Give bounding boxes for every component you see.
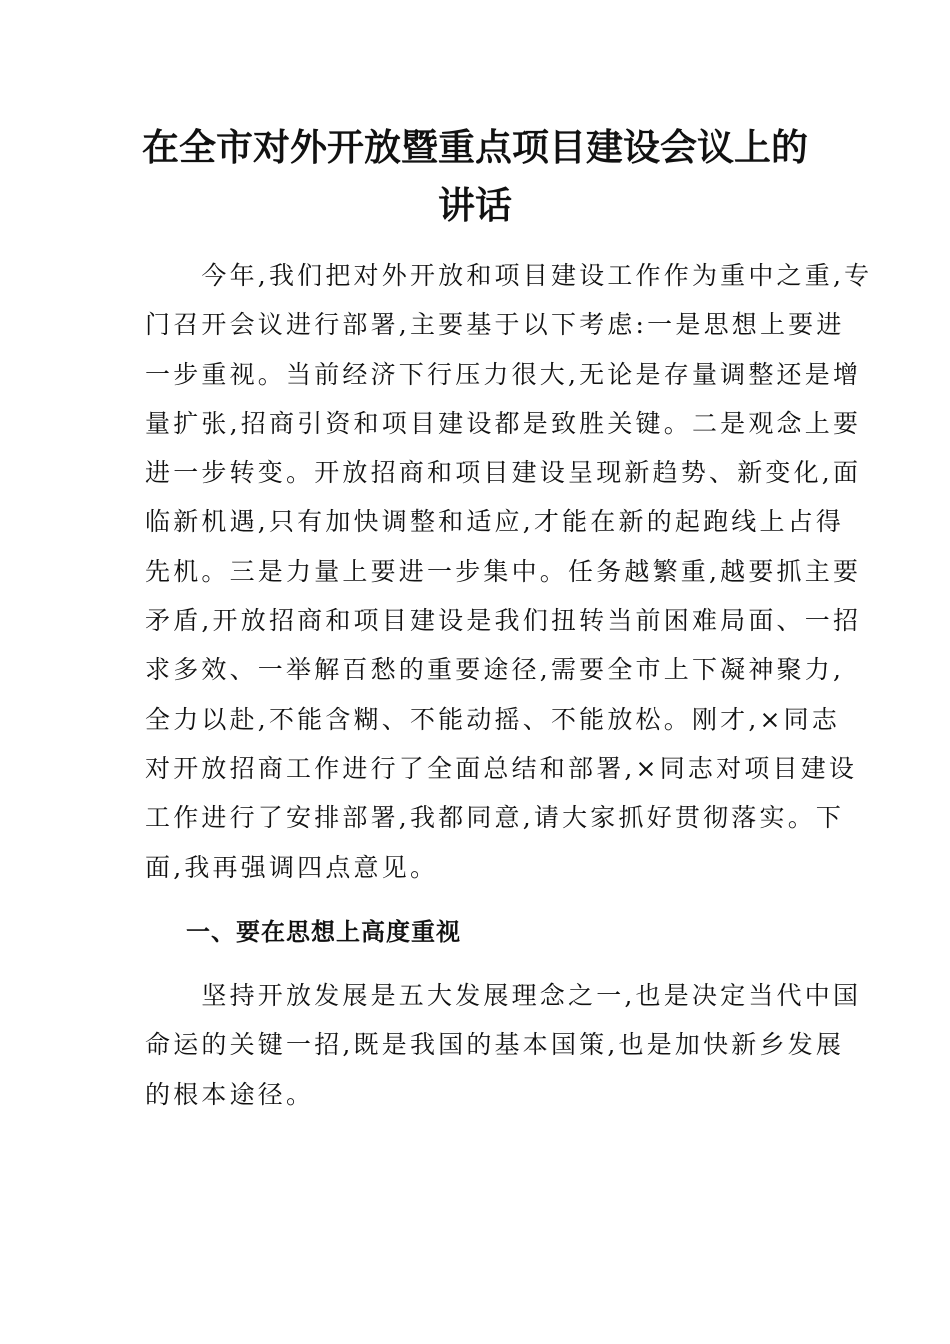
text-line: 工作进行了安排部署,我都同意,请大家抓好贯彻落实。下 [145, 803, 845, 833]
intro-paragraph [145, 251, 873, 892]
text-line: 门召开会议进行部署,主要基于以下考虑:一是思想上要进 [145, 310, 845, 340]
text-line: 量扩张,招商引资和项目建设都是致胜关键。二是观念上要 [145, 408, 862, 438]
section-heading: 一、要在思想上高度重视 [186, 918, 461, 946]
section-paragraph [145, 971, 862, 1119]
text-line: 面,我再强调四点意见。 [145, 852, 439, 882]
text-line: 对开放招商工作进行了全面总结和部署,×同志对项目建设 [145, 753, 858, 783]
text-line: 先机。三是力量上要进一步集中。任务越繁重,越要抓主要 [145, 556, 862, 586]
text-line: 一步重视。当前经济下行压力很大,无论是存量调整还是增 [145, 359, 862, 389]
text-line: 今年,我们把对外开放和项目建设工作作为重中之重,专 [145, 261, 873, 290]
text-line: 临新机遇,只有加快调整和适应,才能在新的起跑线上占得 [145, 507, 845, 537]
text-line: 的根本途径。 [145, 1079, 315, 1109]
text-line: 求多效、一举解百愁的重要途径,需要全市上下凝神聚力, [145, 655, 845, 685]
text-line: 命运的关键一招,既是我国的基本国策,也是加快新乡发展 [145, 1030, 845, 1060]
document-title [140, 118, 810, 234]
title-line: 讲话 [438, 183, 512, 227]
text-line: 全力以赴,不能含糊、不能动摇、不能放松。刚才,×同志 [145, 704, 841, 734]
text-line: 进一步转变。开放招商和项目建设呈现新趋势、新变化,面 [145, 458, 862, 488]
text-line: 矛盾,开放招商和项目建设是我们扭转当前困难局面、一招 [145, 606, 862, 636]
title-line: 在全市对外开放暨重点项目建设会议上的 [142, 125, 808, 169]
text-line: 坚持开放发展是五大发展理念之一,也是决定当代中国 [145, 981, 862, 1010]
